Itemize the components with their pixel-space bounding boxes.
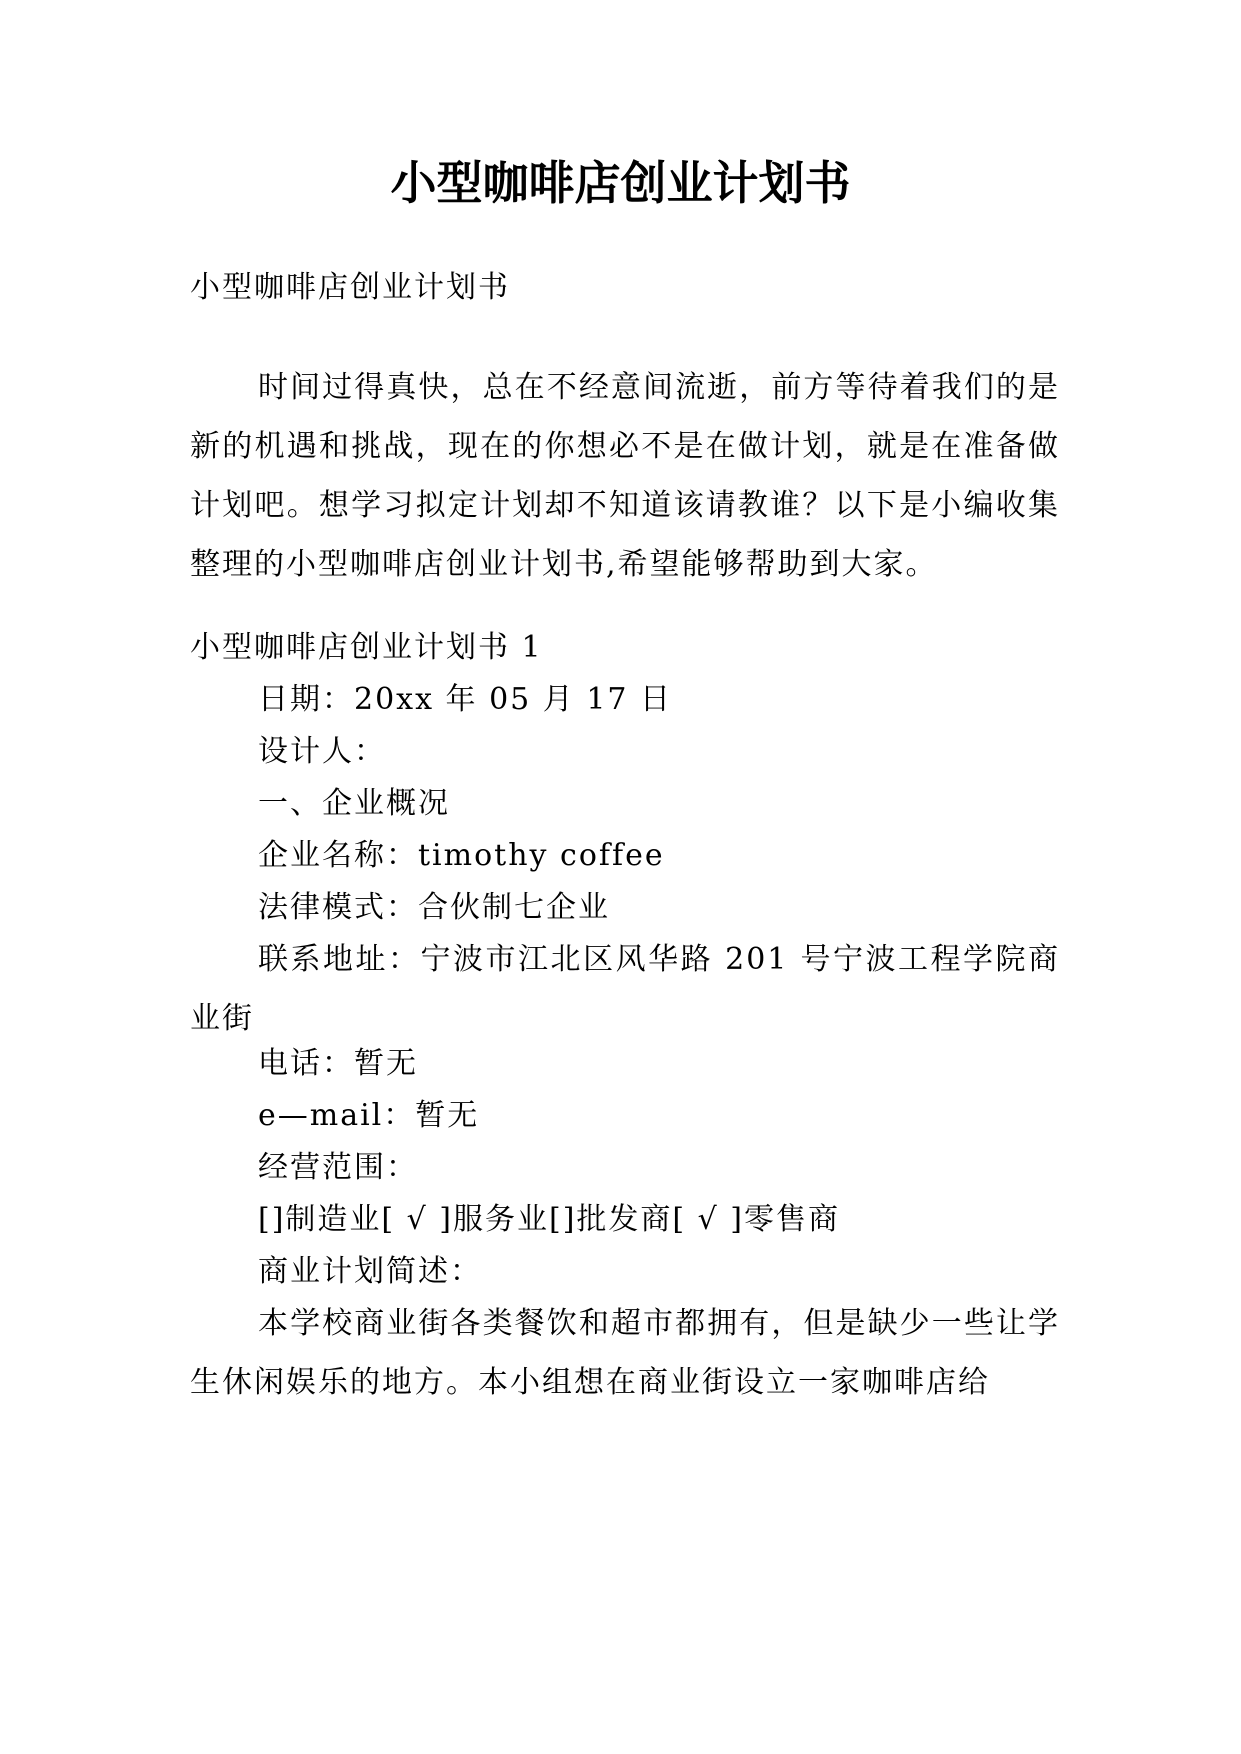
document-subtitle: 小型咖啡店创业计划书 (190, 270, 510, 305)
document-title: 小型咖啡店创业计划书 (390, 156, 851, 210)
intro-paragraph: 时间过得真快，总在不经意间流逝，前方等待着我们的是新的机遇和挑战，现在的你想必不是在做计划，就是在准备做计划吧。想学习拟定计划却不知道该请教谁？以下是小编收集整理的小型咖啡店创业计划书,希望能够帮助到大家。 (190, 370, 1060, 582)
date-line: 日期：20xx 年 05 月 17 日 (258, 682, 673, 717)
plan-summary-paragraph: 本学校商业街各类餐饮和超市都拥有，但是缺少一些让学生休闲娱乐的地方。本小组想在商业街设立一家咖啡店给 (190, 1306, 1060, 1400)
plan-summary-label: 商业计划简述： (258, 1254, 482, 1289)
company-name-line: 企业名称：timothy coffee (258, 838, 665, 873)
phone-line: 电话：暂无 (258, 1046, 418, 1081)
address-paragraph: 联系地址：宁波市江北区风华路 201 号宁波工程学院商业街 (190, 942, 1060, 1036)
legal-mode-line: 法律模式：合伙制七企业 (258, 890, 610, 925)
section-heading: 小型咖啡店创业计划书 1 (190, 630, 543, 665)
business-scope-options: []制造业[ √ ]服务业[]批发商[ √ ]零售商 (258, 1202, 841, 1237)
designer-line: 设计人： (258, 734, 386, 769)
part1-heading: 一、企业概况 (258, 786, 450, 821)
business-scope-label: 经营范围： (258, 1150, 418, 1185)
email-line: e—mail：暂无 (258, 1098, 480, 1133)
